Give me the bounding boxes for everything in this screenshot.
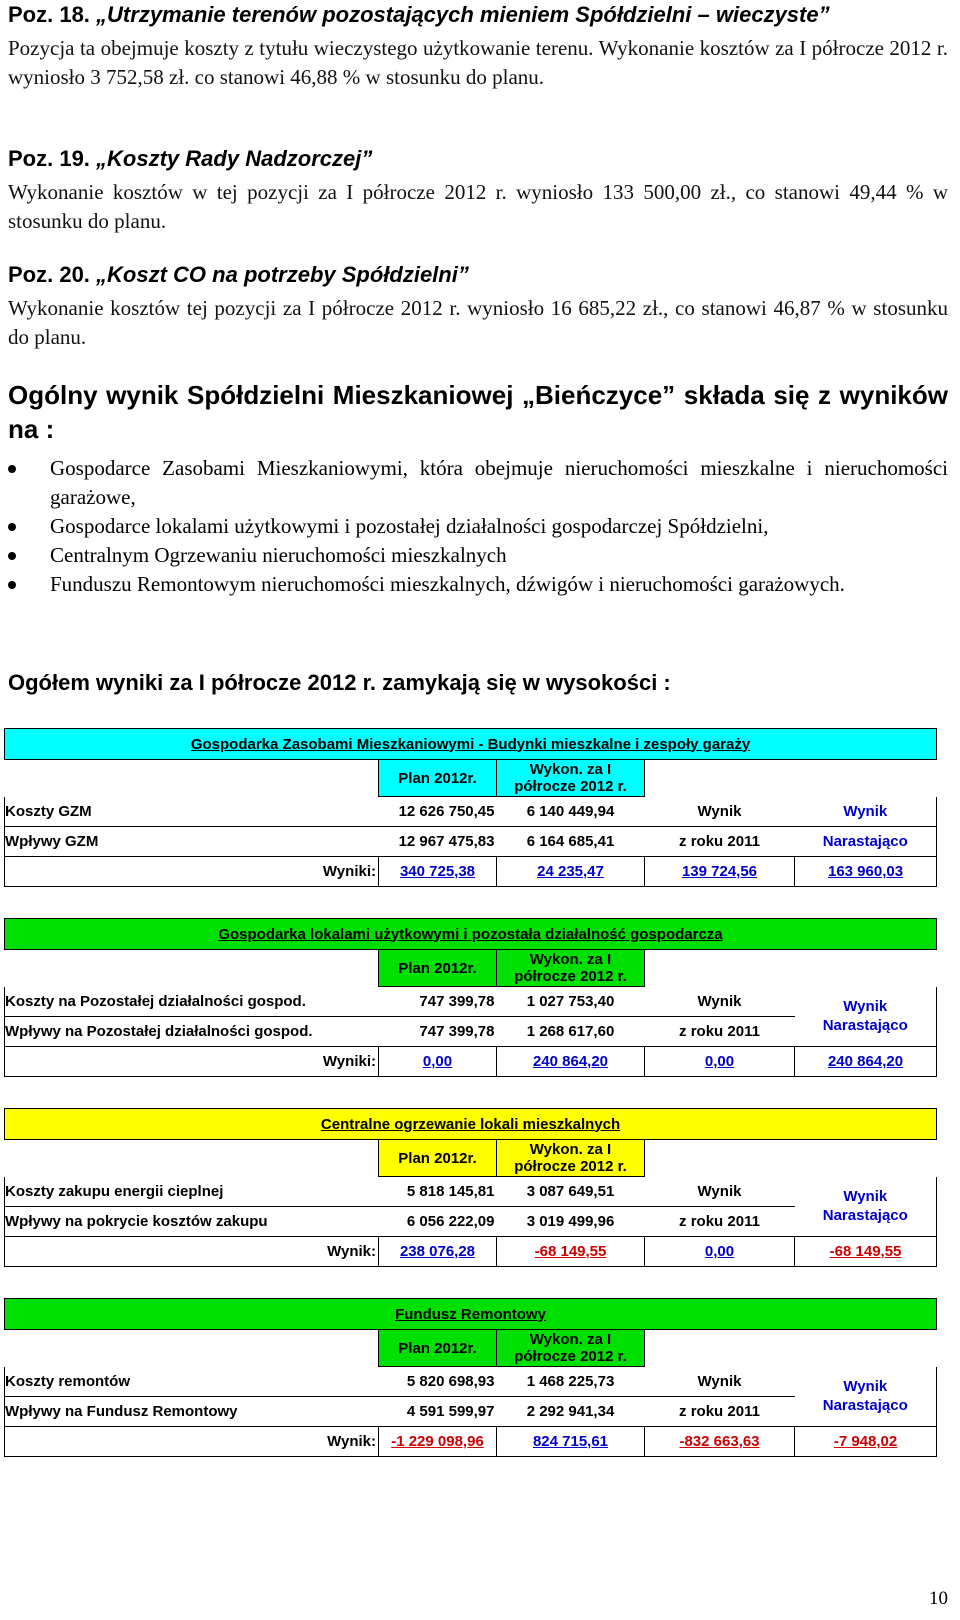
result-value: -68 149,55	[497, 1237, 645, 1267]
result-label: Wyniki:	[5, 857, 379, 887]
row-plan: 12 626 750,45	[379, 797, 497, 827]
row-c4: z roku 2011	[645, 1017, 795, 1047]
row-c4: Wynik	[645, 1177, 795, 1207]
summary-heading: Ogółem wyniki za I półrocze 2012 r. zamykają się w wysokości :	[8, 670, 671, 695]
table-gzm	[4, 728, 937, 887]
result-value: 240 864,20	[795, 1047, 937, 1077]
row-label: Wpływy na Fundusz Remontowy	[5, 1397, 379, 1427]
table-lokale-title: Gospodarka lokalami użytkowymi i pozostała działalność gospodarcza	[5, 919, 937, 950]
row-label: Koszty remontów	[5, 1367, 379, 1397]
result-value: 0,00	[379, 1047, 497, 1077]
result-value: 0,00	[645, 1047, 795, 1077]
row-label: Wpływy na pokrycie kosztów zakupu	[5, 1207, 379, 1237]
row-label: Koszty zakupu energii cieplnej	[5, 1177, 379, 1207]
result-value: -7 948,02	[795, 1427, 937, 1457]
page-number: 10	[929, 1588, 948, 1609]
result-value: 0,00	[645, 1237, 795, 1267]
plan-header: Plan 2012r.	[379, 950, 497, 987]
row-c5: Wynik Narastająco	[795, 1177, 937, 1237]
row-c4: Wynik	[645, 797, 795, 827]
bullet-item: Centralnym Ogrzewaniu nieruchomości mieszkalnych	[8, 541, 948, 570]
row-plan: 747 399,78	[379, 987, 497, 1017]
row-plan: 747 399,78	[379, 1017, 497, 1047]
wykon-header: Wykon. za I półrocze 2012 r.	[497, 1140, 645, 1177]
result-value: 340 725,38	[379, 857, 497, 887]
result-value: 139 724,56	[645, 857, 795, 887]
row-c4: z roku 2011	[645, 1207, 795, 1237]
overall-heading: Ogólny wynik Spółdzielni Mieszkaniowej „Bieńczyce” składa się z wyników na :	[8, 380, 948, 444]
row-c4: z roku 2011	[645, 1397, 795, 1427]
row-wykon: 1 468 225,73	[497, 1367, 645, 1397]
row-c5: Narastająco	[795, 827, 937, 857]
poz20-heading: Poz. 20. „Koszt CO na potrzeby Spółdzielni”	[8, 262, 469, 287]
row-wykon: 6 164 685,41	[497, 827, 645, 857]
result-value: -68 149,55	[795, 1237, 937, 1267]
row-wykon: 1 268 617,60	[497, 1017, 645, 1047]
result-value: 238 076,28	[379, 1237, 497, 1267]
table-gzm-title: Gospodarka Zasobami Mieszkaniowymi - Budynki mieszkalne i zespoły garaży	[5, 729, 937, 760]
table-lokale-uzytkowe	[4, 918, 937, 1077]
row-label: Koszty na Pozostałej działalności gospod.	[5, 987, 379, 1017]
poz18-text: Pozycja ta obejmuje koszty z tytułu wieczystego użytkowanie terenu. Wykonanie kosztów za I półrocze 2012 r. wyniosło 3 752,58 zł. co stanowi 46,88 % w stosunku do planu.	[8, 36, 948, 89]
plan-header: Plan 2012r.	[379, 760, 497, 797]
table-centralne-ogrzewanie	[4, 1108, 937, 1267]
result-value: -1 229 098,96	[379, 1427, 497, 1457]
plan-header: Plan 2012r.	[379, 1330, 497, 1367]
bullet-item: Gospodarce Zasobami Mieszkaniowymi, która obejmuje nieruchomości mieszkalne i nieruchomości garażowe,	[8, 454, 948, 512]
row-label: Wpływy GZM	[5, 827, 379, 857]
plan-header: Plan 2012r.	[379, 1140, 497, 1177]
result-value: 240 864,20	[497, 1047, 645, 1077]
row-wykon: 3 019 499,96	[497, 1207, 645, 1237]
row-plan: 4 591 599,97	[379, 1397, 497, 1427]
result-value: -832 663,63	[645, 1427, 795, 1457]
row-plan: 5 818 145,81	[379, 1177, 497, 1207]
result-label: Wyniki:	[5, 1047, 379, 1077]
bullet-item: Funduszu Remontowym nieruchomości mieszkalnych, dźwigów i nieruchomości garażowych.	[8, 570, 948, 599]
result-value: 824 715,61	[497, 1427, 645, 1457]
row-wykon: 2 292 941,34	[497, 1397, 645, 1427]
poz20-text: Wykonanie kosztów tej pozycji za I półrocze 2012 r. wyniosło 16 685,22 zł., co stanowi 46,87 % w stosunku do planu.	[8, 296, 948, 349]
row-plan: 12 967 475,83	[379, 827, 497, 857]
table-co-title: Centralne ogrzewanie lokali mieszkalnych	[5, 1109, 937, 1140]
poz19-heading: Poz. 19. „Koszty Rady Nadzorczej”	[8, 146, 373, 171]
row-plan: 5 820 698,93	[379, 1367, 497, 1397]
row-c5: Wynik Narastająco	[795, 1367, 937, 1427]
wykon-header: Wykon. za I półrocze 2012 r.	[497, 1330, 645, 1367]
row-c4: Wynik	[645, 1367, 795, 1397]
row-wykon: 1 027 753,40	[497, 987, 645, 1017]
overall-bullet-list	[8, 454, 948, 599]
table-fundusz-remontowy	[4, 1298, 937, 1457]
wykon-header: Wykon. za I półrocze 2012 r.	[497, 950, 645, 987]
row-wykon: 6 140 449,94	[497, 797, 645, 827]
poz19-text: Wykonanie kosztów w tej pozycji za I półrocze 2012 r. wyniosło 133 500,00 zł., co stanowi 49,44 % w stosunku do planu.	[8, 180, 948, 233]
bullet-item: Gospodarce lokalami użytkowymi i pozostałej działalności gospodarczej Spółdzielni,	[8, 512, 948, 541]
row-label: Koszty GZM	[5, 797, 379, 827]
result-label: Wynik:	[5, 1237, 379, 1267]
poz18-heading: Poz. 18. „Utrzymanie terenów pozostających mieniem Spółdzielni – wieczyste”	[8, 2, 830, 27]
result-value: 24 235,47	[497, 857, 645, 887]
row-c4: Wynik	[645, 987, 795, 1017]
result-value: 163 960,03	[795, 857, 937, 887]
row-c5: Wynik Narastająco	[795, 987, 937, 1047]
row-c4: z roku 2011	[645, 827, 795, 857]
row-c5: Wynik	[795, 797, 937, 827]
row-plan: 6 056 222,09	[379, 1207, 497, 1237]
table-fr-title: Fundusz Remontowy	[5, 1299, 937, 1330]
wykon-header: Wykon. za I półrocze 2012 r.	[497, 760, 645, 797]
row-label: Wpływy na Pozostałej działalności gospod.	[5, 1017, 379, 1047]
result-label: Wynik:	[5, 1427, 379, 1457]
row-wykon: 3 087 649,51	[497, 1177, 645, 1207]
